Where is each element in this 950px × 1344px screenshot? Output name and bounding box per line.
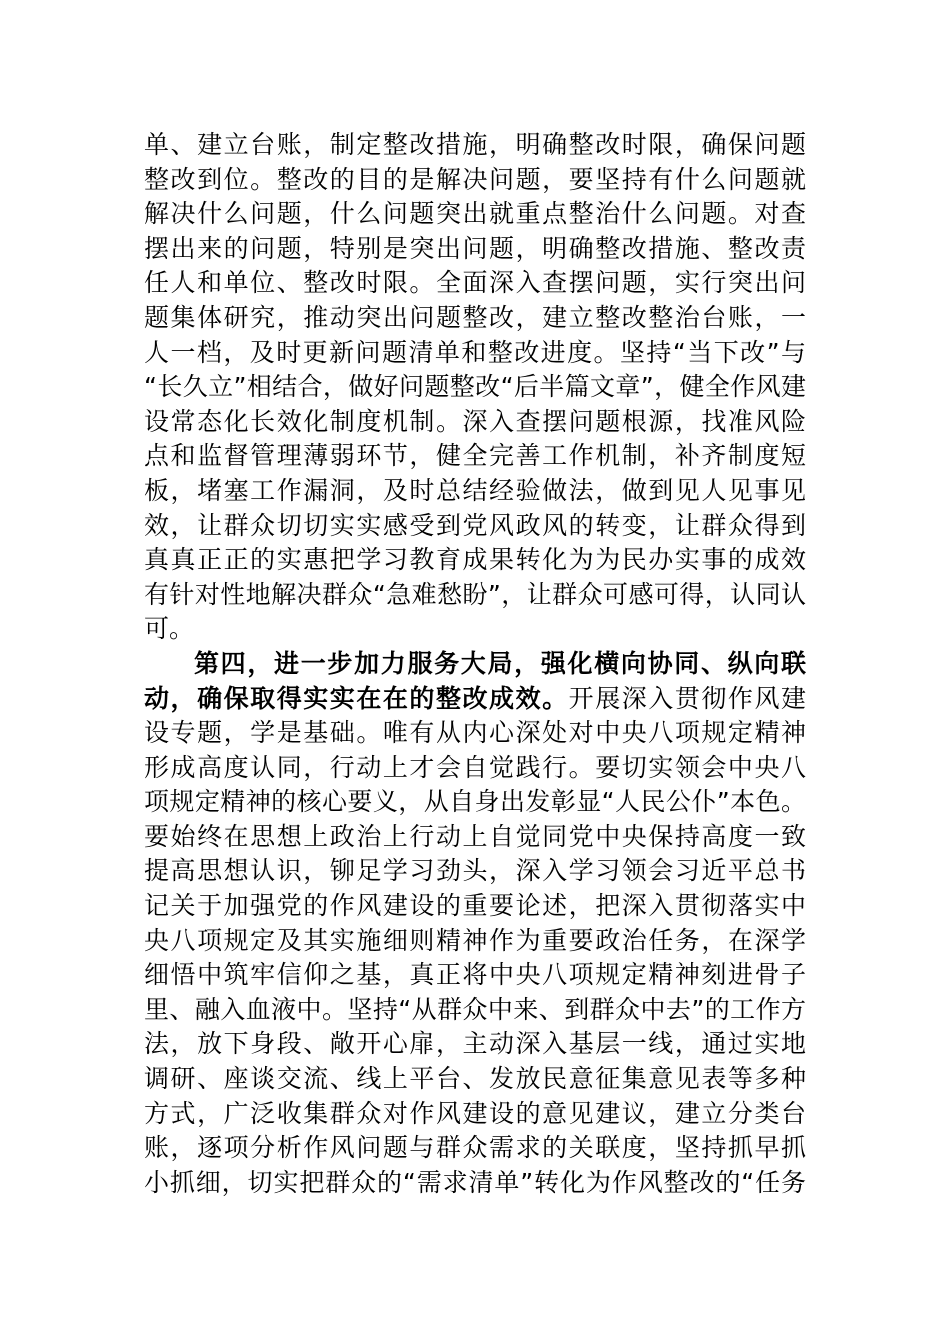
text-line: 要始终在思想上政治上行动上自觉同党中央保持高度一致 [144, 821, 806, 851]
text-line: 小抓细，切实把群众的“需求清单”转化为作风整改的“任务 [144, 1167, 806, 1197]
document-body [144, 128, 806, 1200]
text-line: 真真正正的实惠把学习教育成果转化为为民办实事的成效 [144, 545, 806, 575]
heading-line: 第四，进一步加力服务大局，强化横向协同、纵向联 [194, 648, 806, 678]
text-line: 设常态化长效化制度机制。深入查摆问题根源，找准风险 [144, 406, 806, 436]
text-line: 提高思想认识，铆足学习劲头，深入学习领会习近平总书 [144, 856, 806, 886]
text-line: 方式，广泛收集群众对作风建设的意见建议，建立分类台 [144, 1098, 806, 1128]
text-line: 法，放下身段、敞开心扉，主动深入基层一线，通过实地 [144, 1029, 806, 1059]
text-line: 可。 [144, 614, 195, 644]
text-line: “长久立”相结合，做好问题整改“后半篇文章”，健全作风建 [144, 372, 806, 402]
text-line: 点和监督管理薄弱环节，健全完善工作机制，补齐制度短 [144, 441, 806, 471]
text-line: 摆出来的问题，特别是突出问题，明确整改措施、整改责 [144, 233, 806, 263]
text-line: 细悟中筑牢信仰之基，真正将中央八项规定精神刻进骨子 [144, 960, 806, 990]
text-segment: 开展深入贯彻作风建 [568, 683, 806, 713]
text-line [144, 682, 806, 717]
text-line: 人一档，及时更新问题清单和整改进度。坚持“当下改”与 [144, 337, 806, 367]
text-line: 解决什么问题，什么问题突出就重点整治什么问题。对查 [144, 199, 806, 229]
text-line: 形成高度认同，行动上才会自觉践行。要切实领会中央八 [144, 752, 806, 782]
text-line: 记关于加强党的作风建设的重要论述，把深入贯彻落实中 [144, 891, 806, 921]
text-line: 调研、座谈交流、线上平台、发放民意征集意见表等多种 [144, 1064, 806, 1094]
paragraph-fourth-point [144, 647, 806, 1201]
text-line: 项规定精神的核心要义，从自身出发彰显“人民公仆”本色。 [144, 787, 806, 817]
text-line: 整改到位。整改的目的是解决问题，要坚持有什么问题就 [144, 164, 806, 194]
text-line: 央八项规定及其实施细则精神作为重要政治任务，在深学 [144, 925, 806, 955]
text-line: 设专题，学是基础。唯有从内心深处对中央八项规定精神 [144, 718, 806, 748]
text-line: 单、建立台账，制定整改措施，明确整改时限，确保问题 [144, 130, 806, 159]
text-line: 板，堵塞工作漏洞，及时总结经验做法，做到见人见事见 [144, 475, 806, 505]
paragraph-continued [144, 128, 806, 647]
text-line: 里、融入血液中。坚持“从群众中来、到群众中去”的工作方 [144, 994, 806, 1024]
text-line: 有针对性地解决群众“急难愁盼”，让群众可感可得，认同认 [144, 579, 806, 609]
text-line: 账，逐项分析作风问题与群众需求的关联度，坚持抓早抓 [144, 1133, 806, 1163]
heading-continuation: 动，确保取得实实在在的整改成效。 [144, 683, 569, 713]
text-line: 题集体研究，推动突出问题整改，建立整改整治台账，一 [144, 302, 806, 332]
text-line: 效，让群众切切实实感受到党风政风的转变，让群众得到 [144, 510, 806, 540]
text-line: 任人和单位、整改时限。全面深入查摆问题，实行突出问 [144, 268, 806, 298]
